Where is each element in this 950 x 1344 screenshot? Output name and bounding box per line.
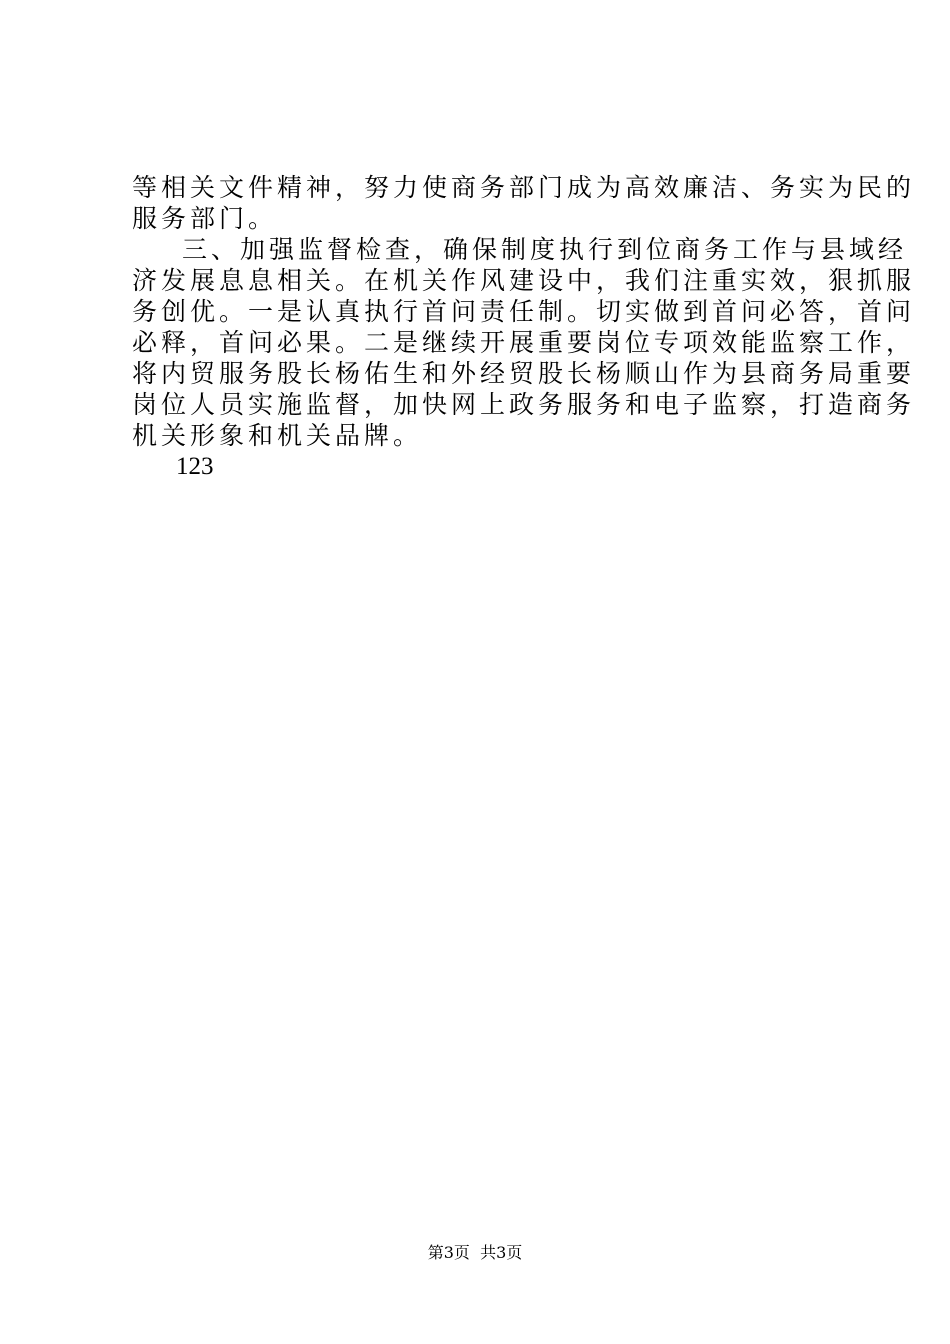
- paragraph-line: 将内贸服务股长杨佑生和外经贸股长杨顺山作为县商务局重要: [132, 359, 916, 388]
- paragraph-line: 岗位人员实施监督，加快网上政务服务和电子监察，打造商务: [132, 390, 916, 419]
- paragraph-line: 三、加强监督检查，确保制度执行到位商务工作与县域经: [182, 235, 908, 264]
- paragraph-line: 机关形象和机关品牌。: [132, 421, 423, 450]
- paragraph-line: 等相关文件精神，努力使商务部门成为高效廉洁、务实为民的: [132, 173, 916, 202]
- paragraph-line: 必释，首问必果。二是继续开展重要岗位专项效能监察工作，: [132, 328, 916, 357]
- number-line: 123: [176, 453, 214, 480]
- paragraph-line: 务创优。一是认真执行首问责任制。切实做到首问必答，首问: [132, 297, 916, 326]
- paragraph-line: 济发展息息相关。在机关作风建设中，我们注重实效，狠抓服: [132, 266, 916, 295]
- page-footer: 第3页 共3页: [427, 1243, 523, 1262]
- document-body: [132, 172, 916, 482]
- paragraph-line: 服务部门。: [132, 204, 278, 233]
